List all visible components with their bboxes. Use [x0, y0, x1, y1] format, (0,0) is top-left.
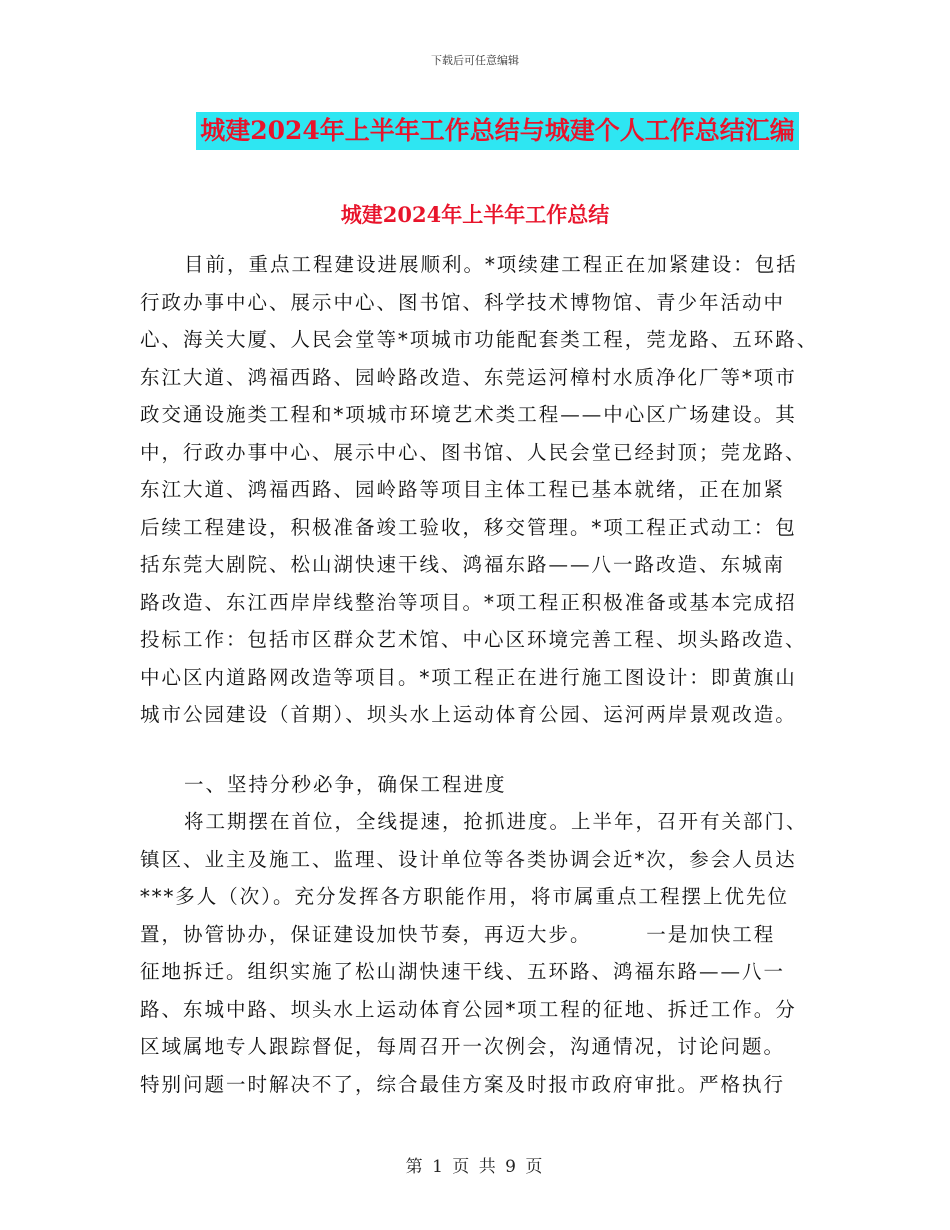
- paragraph-line: 置，协管协办，保证建设加快节奏，再迈大步。 一是加快工程: [140, 922, 776, 946]
- paragraph-line: 中心区内道路网改造等项目。*项工程正在进行施工图设计：即黄旗山: [140, 665, 797, 689]
- paragraph-line: 投标工作：包括市区群众艺术馆、中心区环境完善工程、坝头路改造、: [140, 628, 807, 651]
- paragraph-line: 特别问题一时解决不了，综合最佳方案及时报市政府审批。严格执行: [140, 1072, 786, 1096]
- paragraph-line: 心、海关大厦、人民会堂等*项城市功能配套类工程，莞龙路、五环路、: [140, 328, 819, 351]
- heading-1: 一、坚持分秒必争，确保工程进度: [184, 773, 507, 796]
- paragraph-line: 征地拆迁。组织实施了松山湖快速干线、五环路、鸿福东路——八一: [140, 960, 786, 983]
- paragraph-line: 政交通设施类工程和*项城市环境艺术类工程——中心区广场建设。其: [140, 403, 797, 426]
- paragraph-line: 目前，重点工程建设进展顺利。*项续建工程正在加紧建设：包括: [184, 253, 798, 276]
- section-title: 城建2024年上半年工作总结: [340, 202, 610, 227]
- page-number: 第 1 页 共 9 页: [405, 1157, 545, 1177]
- paragraph-line: 将工期摆在首位，全线提速，抢抓进度。上半年，召开有关部门、: [184, 810, 808, 833]
- paragraph-line: 中，行政办事中心、展示中心、图书馆、人民会堂已经封顶；莞龙路、: [140, 440, 807, 464]
- paragraph-line: 东江大道、鸿福西路、园岭路改造、东莞运河樟村水质净化厂等*项市: [140, 365, 797, 389]
- paragraph-line: 路改造、东江西岸岸线整治等项目。*项工程正积极准备或基本完成招: [140, 590, 797, 614]
- paragraph-line: 城市公园建设（首期）、坝头水上运动体育公园、运河两岸景观改造。: [140, 703, 797, 726]
- paragraph-line: 镇区、业主及施工、监理、设计单位等各类协调会近*次，参会人员达: [140, 847, 797, 871]
- paragraph-2: [140, 803, 820, 1103]
- paragraph-1: [140, 246, 820, 734]
- main-title-container: [0, 112, 950, 150]
- paragraph-line: 路、东城中路、坝头水上运动体育公园*项工程的征地、拆迁工作。分: [140, 997, 797, 1021]
- main-title: 城建2024年上半年工作总结与城建个人工作总结汇编: [196, 112, 799, 150]
- paragraph-line: 括东莞大剧院、松山湖快速干线、鸿福东路——八一路改造、东城南: [140, 553, 786, 576]
- page-header-note: 下载后可任意编辑: [431, 54, 519, 67]
- paragraph-line: 后续工程建设，积极准备竣工验收，移交管理。*项工程正式动工：包: [140, 515, 797, 539]
- paragraph-line: 区域属地专人跟踪督促，每周召开一次例会，沟通情况，讨论问题。: [140, 1035, 786, 1058]
- paragraph-line: ***多人（次）。充分发挥各方职能作用，将市属重点工程摆上优先位: [140, 885, 790, 908]
- paragraph-line: 东江大道、鸿福西路、园岭路等项目主体工程已基本就绪，正在加紧: [140, 478, 786, 501]
- paragraph-line: 行政办事中心、展示中心、图书馆、科学技术博物馆、青少年活动中: [140, 290, 786, 314]
